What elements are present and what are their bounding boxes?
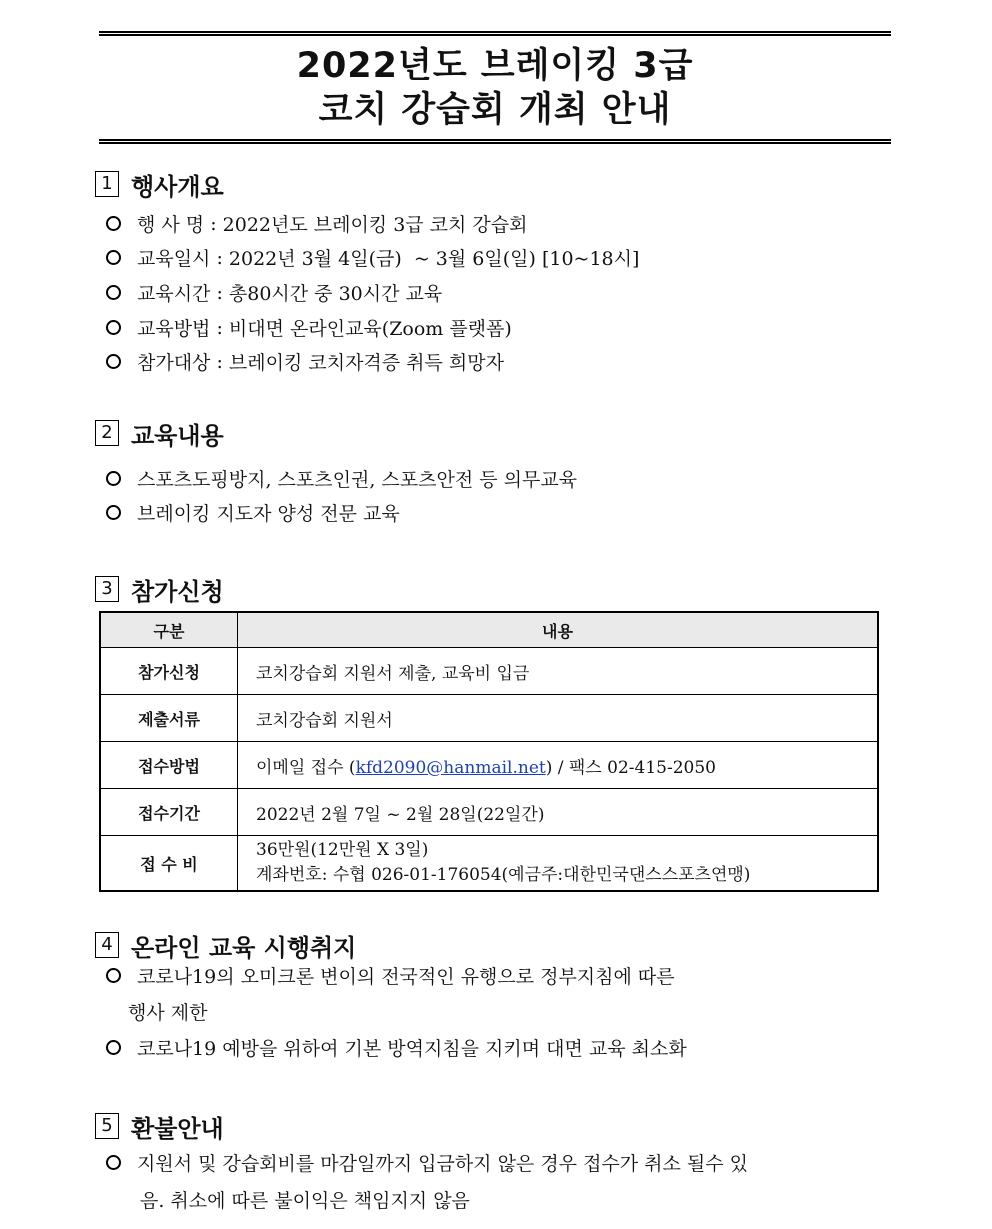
item-continuation: 행사 제한 [128, 1002, 208, 1024]
application-table [99, 611, 879, 892]
table-row [100, 695, 878, 742]
item-label: 참가대상 [137, 352, 211, 374]
section-3-title: 참가신청 [131, 577, 224, 606]
section-2-title: 교육내용 [131, 421, 224, 450]
section-4-title: 온라인 교육 시행취지 [131, 933, 357, 962]
document-title [99, 31, 891, 144]
row-category: 접 수 비 [100, 836, 238, 892]
column-header-content: 내용 [238, 612, 879, 648]
section-2-number: 2 [95, 420, 119, 446]
row-category: 참가신청 [100, 648, 238, 695]
section-3-number: 3 [95, 576, 119, 602]
circle-bullet-icon [106, 320, 121, 335]
table-row [100, 836, 878, 892]
list-item [106, 279, 442, 306]
row-value: 2022년 2월 7일 ~ 2월 28일(22일간) [238, 789, 879, 836]
title-line-1: 2022년도 브레이킹 3급 [296, 46, 694, 86]
section-1-title: 행사개요 [131, 172, 224, 201]
item-label: 교육시간 [137, 283, 211, 305]
list-item [106, 1034, 687, 1061]
bank-account: 계좌번호: 수협 026-01-176054(예금주:대한민국댄스스포츠연맹) [256, 865, 751, 885]
item-separator: : [210, 316, 229, 339]
circle-bullet-icon [106, 505, 121, 520]
list-item [106, 962, 675, 989]
item-separator: : [210, 281, 229, 304]
item-value: 브레이킹 코치자격증 취득 희망자 [228, 352, 504, 374]
item-value: 2022년 3월 4일(금) ~ 3월 6일(일) [10~18시] [228, 248, 640, 270]
item-value: 비대면 온라인교육(Zoom 플랫폼) [228, 318, 512, 340]
list-item [106, 244, 639, 271]
item-text: 스포츠도핑방지, 스포츠인권, 스포츠안전 등 의무교육 [137, 469, 578, 491]
row-category: 접수기간 [100, 789, 238, 836]
section-5-heading [95, 1111, 224, 1141]
item-continuation: 음. 취소에 따른 불이익은 책임지지 않음 [140, 1190, 470, 1212]
item-text: 브레이킹 지도자 양성 전문 교육 [137, 503, 400, 525]
title-line-2: 코치 강습회 개최 안내 [318, 90, 672, 130]
row-value: 코치강습회 지원서 [238, 695, 879, 742]
row-value: 코치강습회 지원서 제출, 교육비 입금 [238, 648, 879, 695]
item-value: 총80시간 중 30시간 교육 [228, 283, 443, 305]
section-5-number: 5 [95, 1113, 119, 1139]
item-value: 2022년도 브레이킹 3급 코치 강습회 [222, 214, 528, 236]
item-separator: : [210, 246, 229, 269]
circle-bullet-icon [106, 216, 121, 231]
method-suffix: ) / 팩스 02-415-2050 [545, 757, 716, 778]
table-row [100, 789, 878, 836]
item-label: 행 사 명 [137, 214, 205, 236]
list-item [106, 210, 528, 237]
item-text: 코로나19의 오미크론 변이의 전국적인 유행으로 정부지침에 따른 [137, 966, 675, 988]
item-text: 지원서 및 강습회비를 마감일까지 입금하지 않은 경우 접수가 취소 될수 있 [137, 1153, 749, 1175]
row-value [238, 742, 879, 789]
item-separator: : [210, 350, 229, 373]
item-text: 코로나19 예방을 위하여 기본 방역지침을 지키며 대면 교육 최소화 [137, 1038, 687, 1060]
circle-bullet-icon [106, 968, 121, 983]
item-separator: : [204, 212, 223, 235]
section-4-number: 4 [95, 932, 119, 958]
section-2-heading [95, 418, 224, 448]
circle-bullet-icon [106, 471, 121, 486]
circle-bullet-icon [106, 285, 121, 300]
item-label: 교육방법 [137, 318, 211, 340]
list-item [106, 314, 512, 341]
list-item [106, 499, 400, 526]
list-item [106, 465, 577, 492]
table-row [100, 742, 878, 789]
table-row [100, 648, 878, 695]
method-prefix: 이메일 접수 ( [256, 757, 356, 778]
section-1-number: 1 [95, 171, 119, 197]
circle-bullet-icon [106, 354, 121, 369]
list-item [106, 1149, 748, 1176]
circle-bullet-icon [106, 1040, 121, 1055]
section-4-heading [95, 930, 356, 960]
row-category: 제출서류 [100, 695, 238, 742]
item-label: 교육일시 [137, 248, 211, 270]
row-value [238, 836, 879, 892]
column-header-category: 구분 [100, 612, 238, 648]
circle-bullet-icon [106, 1155, 121, 1170]
email-link[interactable]: kfd2090@hanmail.net [355, 757, 546, 778]
circle-bullet-icon [106, 250, 121, 265]
section-5-title: 환불안내 [131, 1114, 224, 1143]
section-3-heading [95, 574, 224, 604]
fee-amount: 36만원(12만원 X 3일) [256, 840, 429, 860]
table-header-row [100, 612, 878, 648]
row-category: 접수방법 [100, 742, 238, 789]
section-1-heading [95, 169, 224, 199]
list-item [106, 348, 504, 375]
